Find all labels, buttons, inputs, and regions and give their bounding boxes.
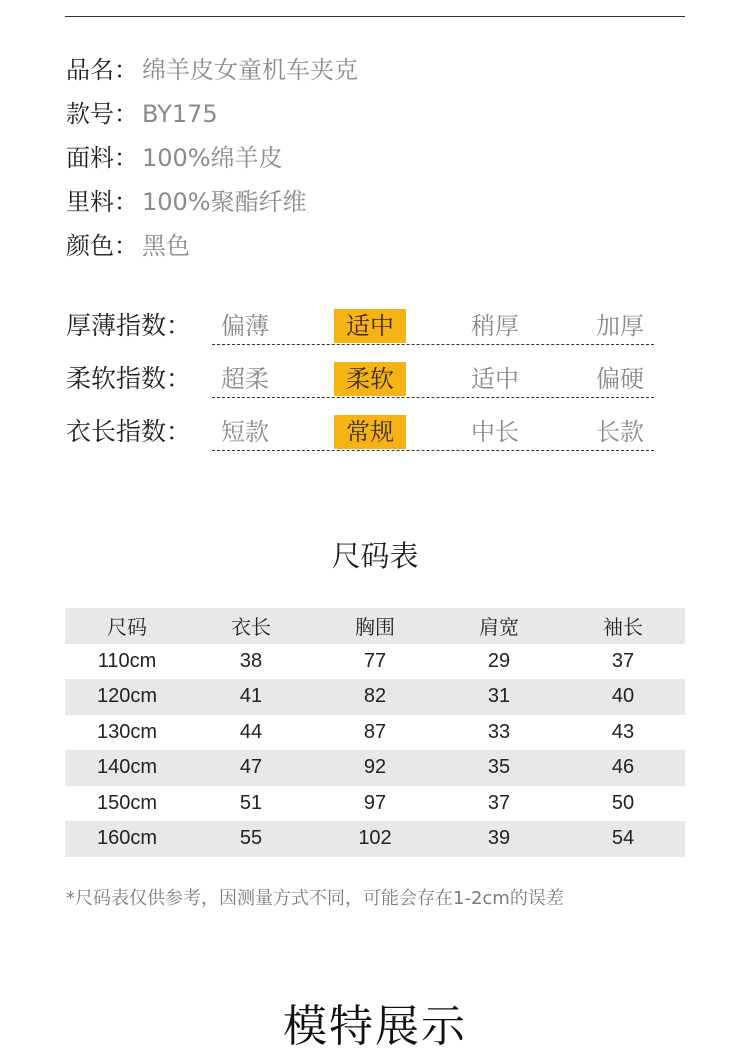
info-label: 品名： [66, 56, 138, 84]
info-label: 里料： [66, 188, 138, 216]
info-value: BY175 [142, 100, 218, 128]
info-label: 颜色： [66, 232, 138, 260]
table-cell: 92 [363, 756, 387, 779]
dashed-line [212, 397, 654, 398]
index-option: 稍厚 [471, 312, 519, 340]
table-cell: 97 [363, 791, 387, 814]
info-row-name [66, 50, 358, 94]
column-header: 胸围 [355, 615, 395, 640]
table-cell: 44 [239, 720, 263, 743]
column-header: 衣长 [231, 615, 271, 640]
index-option-selected: 柔软 [334, 362, 406, 396]
dashed-line [212, 450, 654, 451]
table-cell: 29 [487, 649, 511, 672]
table-cell: 31 [487, 685, 511, 708]
table-row [65, 821, 685, 857]
table-cell: 87 [363, 720, 387, 743]
table-cell: 54 [611, 827, 635, 850]
table-cell: 33 [487, 720, 511, 743]
table-cell: 102 [358, 827, 392, 850]
table-cell: 50 [611, 791, 635, 814]
index-label: 厚薄指数： [66, 311, 192, 340]
table-cell: 55 [239, 827, 263, 850]
column-header: 尺码 [107, 615, 147, 640]
index-option: 长款 [596, 418, 644, 446]
info-value: 黑色 [142, 232, 190, 260]
index-option-selected: 常规 [334, 415, 406, 449]
length-index [66, 413, 666, 466]
table-cell: 120cm [96, 685, 158, 708]
table-cell: 150cm [96, 791, 158, 814]
index-option: 中长 [471, 418, 519, 446]
table-header-row [65, 608, 685, 644]
index-option: 短款 [221, 418, 269, 446]
info-row-fabric [66, 138, 358, 182]
table-cell: 51 [239, 791, 263, 814]
index-option: 偏薄 [221, 312, 269, 340]
table-cell: 40 [611, 685, 635, 708]
top-divider [65, 16, 685, 17]
table-cell: 37 [611, 649, 635, 672]
table-cell: 110cm [97, 649, 157, 672]
model-section-title: 模特展示 [283, 1001, 467, 1052]
index-label: 衣长指数： [66, 417, 192, 446]
index-option: 适中 [471, 365, 519, 393]
table-cell: 46 [611, 756, 635, 779]
table-row [65, 750, 685, 786]
table-cell: 77 [363, 649, 387, 672]
table-cell: 39 [487, 827, 511, 850]
table-row [65, 644, 685, 680]
dashed-line [212, 344, 654, 345]
table-row [65, 786, 685, 822]
softness-index [66, 360, 666, 413]
column-header: 袖长 [603, 615, 643, 640]
info-row-color [66, 226, 358, 270]
size-chart-note: *尺码表仅供参考，因测量方式不同，可能会存在1-2cm的误差 [66, 888, 564, 909]
index-option: 加厚 [596, 312, 644, 340]
product-info [66, 50, 358, 270]
table-row [65, 715, 685, 751]
column-header: 肩宽 [479, 615, 519, 640]
table-cell: 37 [487, 791, 511, 814]
table-cell: 82 [363, 685, 387, 708]
index-option: 超柔 [221, 365, 269, 393]
table-cell: 38 [239, 649, 263, 672]
info-label: 面料： [66, 144, 138, 172]
thickness-index [66, 307, 666, 360]
info-row-lining [66, 182, 358, 226]
table-cell: 140cm [96, 756, 158, 779]
index-option-selected: 适中 [334, 309, 406, 343]
table-cell: 43 [611, 720, 635, 743]
info-value: 绵羊皮女童机车夹克 [142, 56, 358, 84]
size-chart-title: 尺码表 [331, 539, 419, 573]
table-cell: 130cm [96, 720, 158, 743]
index-label: 柔软指数： [66, 364, 192, 393]
size-table [65, 608, 685, 857]
table-cell: 35 [487, 756, 511, 779]
info-value: 100%聚酯纤维 [142, 188, 307, 216]
table-cell: 47 [239, 756, 263, 779]
info-label: 款号： [66, 100, 138, 128]
info-value: 100%绵羊皮 [142, 144, 283, 172]
info-row-style-number [66, 94, 358, 138]
table-cell: 41 [239, 685, 263, 708]
table-cell: 160cm [96, 827, 158, 850]
table-row [65, 679, 685, 715]
index-option: 偏硬 [596, 365, 644, 393]
